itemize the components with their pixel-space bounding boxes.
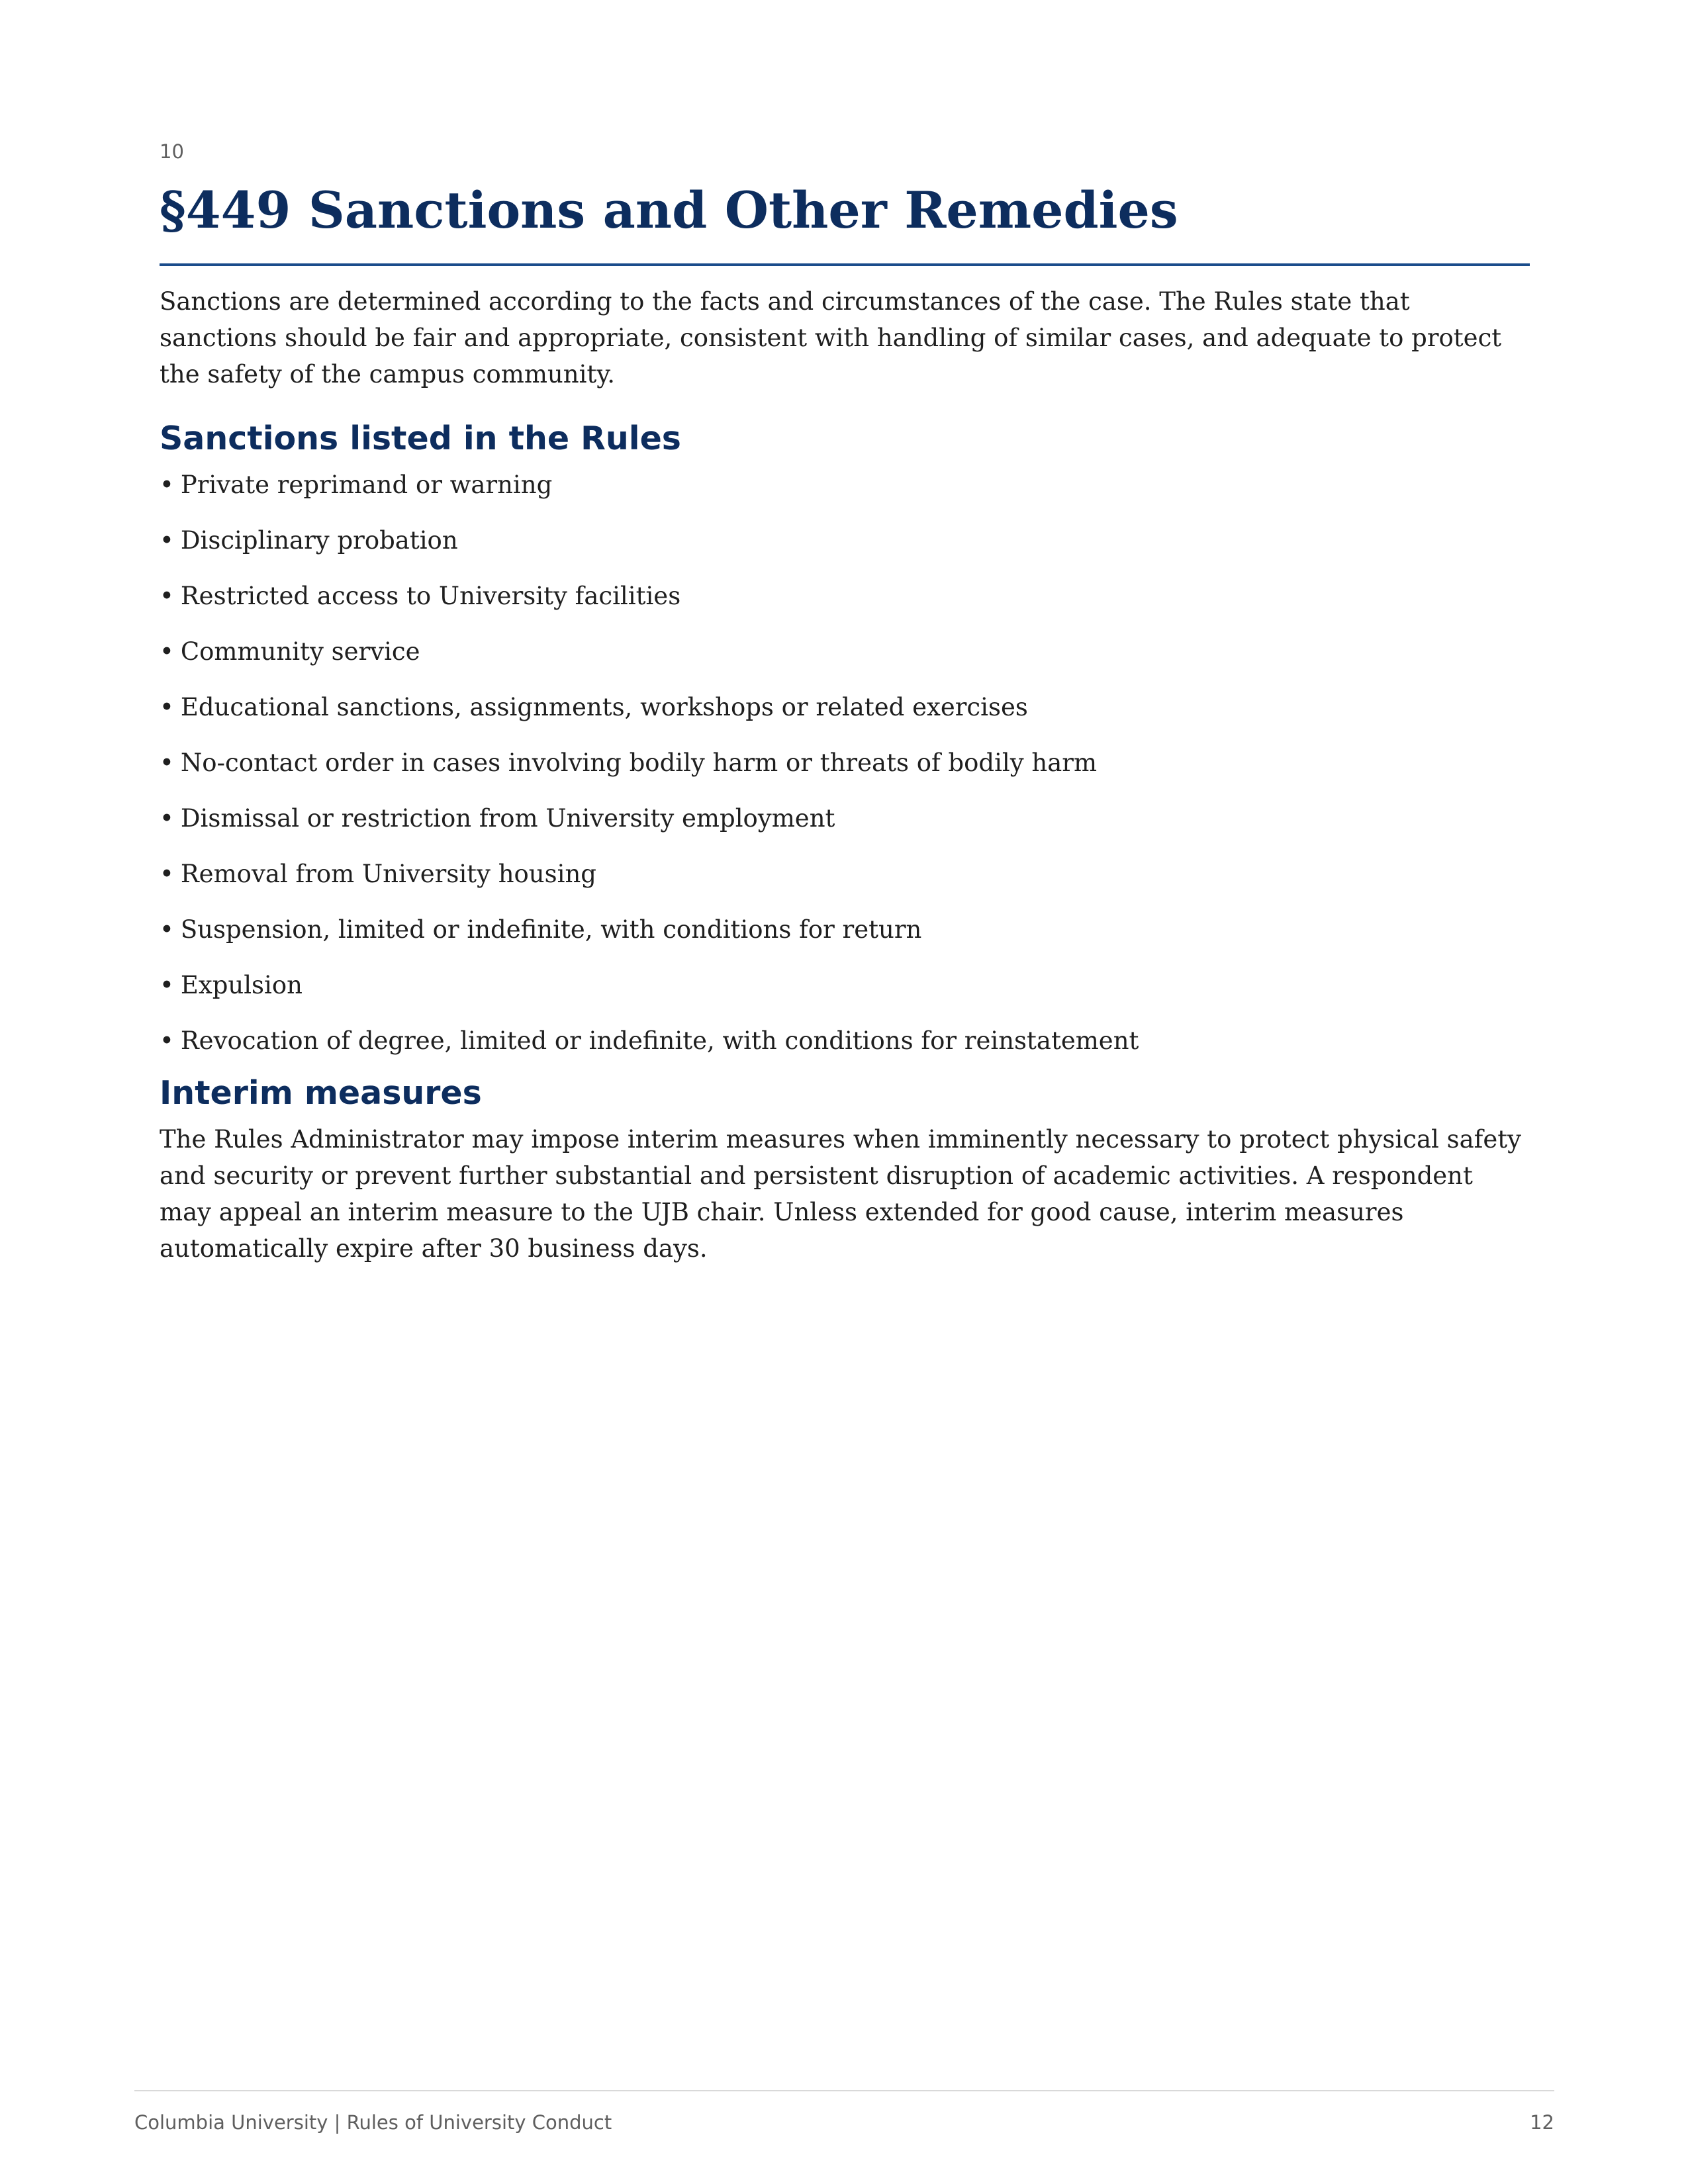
page-title: §449 Sanctions and Other Remedies: [160, 181, 1178, 240]
bullet-icon: •: [160, 860, 174, 888]
sanctions-list: [160, 467, 1530, 1059]
bullet-icon: •: [160, 915, 174, 944]
list-item: [160, 745, 1530, 781]
bullet-icon: •: [160, 749, 174, 777]
list-item: [160, 800, 1530, 837]
bullet-icon: •: [160, 471, 174, 499]
list-item-text: Disciplinary probation: [180, 526, 458, 555]
bullet-icon: •: [160, 693, 174, 721]
list-item: [160, 1023, 1530, 1059]
interim-heading: Interim measures: [160, 1074, 482, 1112]
list-item-text: Suspension, limited or indefinite, with conditions for return: [180, 915, 922, 944]
bullet-icon: •: [160, 637, 174, 666]
list-item: [160, 467, 1530, 503]
list-item-text: Dismissal or restriction from University employment: [180, 804, 835, 833]
list-item-text: Educational sanctions, assignments, workshops or related exercises: [180, 693, 1028, 721]
list-item-text: Removal from University housing: [180, 860, 596, 888]
list-item-text: Expulsion: [180, 971, 303, 999]
footer-divider: [134, 2090, 1554, 2091]
list-item: [160, 911, 1530, 948]
list-item: [160, 578, 1530, 614]
bullet-icon: •: [160, 804, 174, 833]
bullet-icon: •: [160, 526, 174, 555]
top-page-number: 10: [160, 140, 184, 163]
list-item-text: No-contact order in cases involving bodily harm or threats of bodily harm: [180, 749, 1098, 777]
bullet-icon: •: [160, 582, 174, 610]
title-divider: [160, 263, 1530, 266]
intro-paragraph: Sanctions are determined according to the facts and circumstances of the case. The Rules state that sanctions should be fair and appropriate, consistent with handling of similar cases, and adequate to protect the safety of the campus community.: [160, 287, 1502, 388]
list-item: [160, 689, 1530, 725]
main-content: [160, 283, 1530, 1267]
sanctions-heading: Sanctions listed in the Rules: [160, 420, 681, 457]
bullet-icon: •: [160, 1026, 174, 1055]
footer-page-number: 12: [1530, 2111, 1554, 2134]
list-item-text: Community service: [180, 637, 420, 666]
interim-paragraph: The Rules Administrator may impose interim measures when imminently necessary to protect physical safety and security or prevent further substantial and persistent disruption of academic activities. A respondent may appeal an interim measure to the UJB chair. Unless extended for good cause, interim measures automatically expire after 30 business days.: [160, 1125, 1522, 1263]
list-item: [160, 967, 1530, 1003]
list-item-text: Revocation of degree, limited or indefinite, with conditions for reinstatement: [180, 1026, 1139, 1055]
footer-document-title: Columbia University | Rules of University Conduct: [134, 2111, 612, 2134]
list-item: [160, 633, 1530, 670]
list-item-text: Private reprimand or warning: [180, 471, 553, 499]
list-item: [160, 856, 1530, 892]
list-item: [160, 522, 1530, 559]
list-item-text: Restricted access to University facilities: [180, 582, 681, 610]
bullet-icon: •: [160, 971, 174, 999]
